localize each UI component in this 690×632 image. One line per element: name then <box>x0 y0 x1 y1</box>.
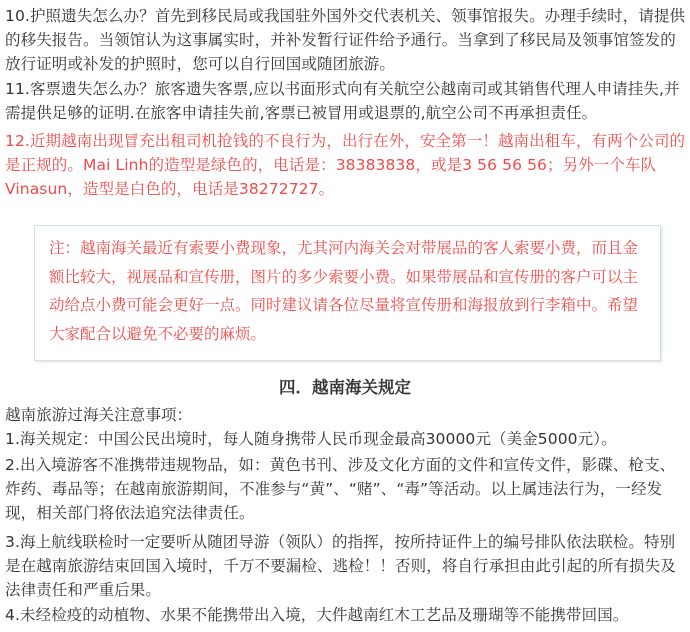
paragraph-ticket-loss: 11.客票遗失怎么办？旅客遗失客票,应以书面形式向有关航空公越南司或其销售代理人申请挂失,并需提供足够的证明.在旅客申请挂失前,客票已被冒用或退票的,航空公司不再承担责任。 <box>5 80 680 122</box>
customs-rule-2: 2.出入境游客不准携带违规物品，如：黄色书刊、涉及文化方面的文件和宣传文件，影碟、枪支、炸药、毒品等；在越南旅游期间，不准参与“黄”、“赌”、“毒”等活动。以上属违法行为，一经发现，相关部门将依法追究法律责任。 <box>5 456 676 522</box>
paragraph-passport-loss: 10.护照遗失怎么办？首先到移民局或我国驻外国外交代表机关、领事馆报失。办理手续时，请提供的移失报告。当领馆认为这事属实时，并补发暂行证件给予通行。当拿到了移民局及领事馆签发的放行证明或补发的护照时，您可以自行回国或随团旅游。 <box>5 7 686 73</box>
customs-intro: 越南旅游过海关注意事项： <box>5 406 193 424</box>
section-heading-customs: 四．越南海关规定 <box>279 378 411 397</box>
customs-rule-1: 1.海关规定：中国公民出境时，每人随身携带人民币现金最高30000元（美金5000元）。 <box>5 430 617 448</box>
customs-rule-3: 3.海上航线联检时一定要听从随团导游（领队）的指挥，按所持证件上的编号排队依法联检。特别是在越南旅游结束回国入境时，千万不要漏检、逃检！！否则，将自行承担由此引起的所有损失及法律责任和严重后果。 <box>5 533 676 599</box>
customs-tip-note-box <box>34 225 661 361</box>
customs-tip-note-text: 注：越南海关最近有索要小费现象，尤其河内海关会对带展品的客人索要小费，而且金额比较大，视展品和宣传册，图片的多少索要小费。如果带展品和宣传册的客户可以主动给点小费可能会更好一点。同时建议请各位尽量将宣传册和海报放到行李箱中。希望大家配合以避免不必要的麻烦。 <box>49 239 639 343</box>
paragraph-taxi-warning: 12.近期越南出现冒充出租司机抢钱的不良行为，出行在外，安全第一！越南出租车，有两个公司的是正规的。Mai Linh的造型是绿色的，电话是：38383838，或是3 56 56 56；另外一个车队Vinasun，造型是白色的，电话是38272727。 <box>5 132 686 198</box>
customs-rule-4: 4.未经检疫的动植物、水果不能携带出入境，大件越南红木工艺品及珊瑚等不能携带回国。 <box>5 606 629 624</box>
